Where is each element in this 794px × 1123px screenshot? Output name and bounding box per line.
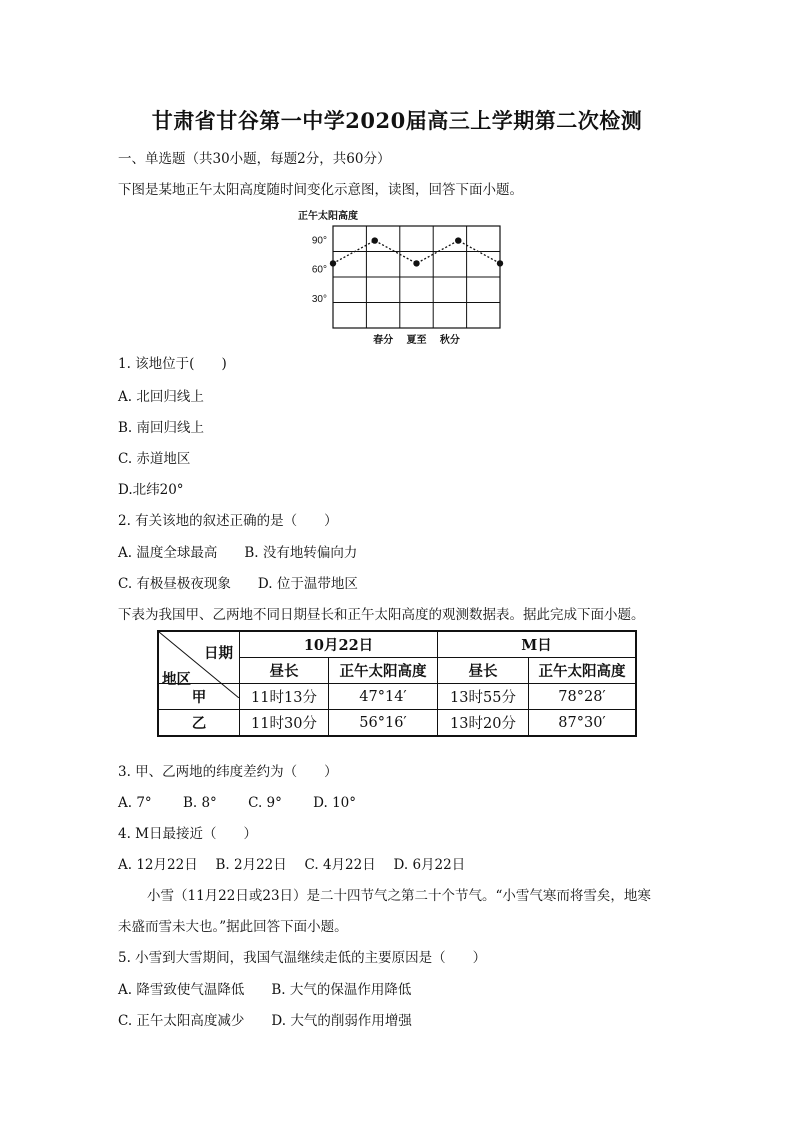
y-tick-label: 60° (311, 264, 327, 276)
chart-y-ticks (312, 236, 327, 305)
x-axis-label: 夏至 (406, 335, 427, 346)
corner-date-label: 日期 (204, 645, 233, 662)
y-tick-label: 30° (311, 293, 327, 305)
noon-sun-altitude-chart (298, 208, 508, 348)
q5-options-ab: A. 降雪致使气温降低 B. 大气的保温作用降低 (118, 982, 412, 998)
q1-option-d: D.北纬20° (118, 482, 184, 498)
intro-snow-2: 未盛而雪未大也。”据此回答下面小题。 (118, 919, 348, 935)
row-region: 乙 (158, 710, 240, 737)
intro-table: 下表为我国甲、乙两地不同日期昼长和正午太阳高度的观测数据表。据此完成下面小题。 (118, 607, 645, 623)
q3-options: A. 7° B. 8° C. 9° D. 10° (118, 795, 357, 811)
chart-grid (333, 226, 500, 328)
observation-table (157, 630, 637, 737)
q5-stem: 5. 小雪到大雪期间，我国气温继续走低的主要原因是（ ） (118, 950, 487, 966)
q2-stem: 2. 有关该地的叙述正确的是（ ） (118, 513, 338, 529)
header-daylength-1: 昼长 (240, 658, 329, 684)
table-corner-cell (158, 631, 240, 688)
header-noon-altitude-1: 正午太阳高度 (329, 658, 438, 684)
section-heading: 一、单选题（共30小题，每题2分，共60分） (118, 151, 391, 167)
row-region: 甲 (158, 684, 240, 710)
q2-options-ab: A. 温度全球最高 B. 没有地转偏向力 (118, 545, 358, 561)
row-noon-altitude-1: 47°14′ (329, 684, 438, 710)
data-point (497, 260, 503, 266)
data-point (372, 237, 378, 243)
x-axis-label: 秋分 (439, 335, 460, 346)
data-point (455, 237, 461, 243)
header-date-1: 10月22日 (240, 631, 438, 658)
header-date-2: M日 (438, 631, 637, 658)
data-point (330, 260, 336, 266)
q1-option-b: B. 南回归线上 (118, 420, 205, 436)
data-point (413, 260, 419, 266)
table-row (158, 710, 636, 737)
header-noon-altitude-2: 正午太阳高度 (529, 658, 637, 684)
row-noon-altitude-2: 87°30′ (529, 710, 637, 737)
q2-options-cd: C. 有极昼极夜现象 D. 位于温带地区 (118, 576, 358, 592)
x-axis-label: 春分 (373, 335, 394, 346)
row-daylength-1: 11时13分 (240, 684, 329, 710)
q3-stem: 3. 甲、乙两地的纬度差约为（ ） (118, 764, 338, 780)
intro-snow-1: 小雪（11月22日或23日）是二十四节气之第二十个节气。“小雪气寒而将雪矣，地寒 (147, 888, 651, 904)
row-daylength-2: 13时55分 (438, 684, 529, 710)
row-noon-altitude-1: 56°16′ (329, 710, 438, 737)
page-title: 甘肃省甘谷第一中学2020届高三上学期第二次检测 (151, 108, 643, 133)
chart-y-label: 正午太阳高度 (298, 211, 358, 222)
q4-options: A. 12月22日 B. 2月22日 C. 4月22日 D. 6月22日 (118, 857, 466, 873)
q4-stem: 4. M日最接近（ ） (118, 826, 257, 842)
q1-stem: 1. 该地位于( ) (118, 356, 227, 372)
header-daylength-2: 昼长 (438, 658, 529, 684)
q5-options-cd: C. 正午太阳高度减少 D. 大气的削弱作用增强 (118, 1013, 412, 1029)
y-tick-label: 90° (311, 235, 327, 247)
q1-option-a: A. 北回归线上 (118, 389, 204, 405)
row-daylength-2: 13时20分 (438, 710, 529, 737)
intro-chart: 下图是某地正午太阳高度随时间变化示意图，读图，回答下面小题。 (118, 182, 523, 198)
corner-region-label: 地区 (162, 671, 191, 688)
chart-x-labels (373, 333, 460, 346)
q1-option-c: C. 赤道地区 (118, 451, 191, 467)
row-daylength-1: 11时30分 (240, 710, 329, 737)
row-noon-altitude-2: 78°28′ (529, 684, 637, 710)
